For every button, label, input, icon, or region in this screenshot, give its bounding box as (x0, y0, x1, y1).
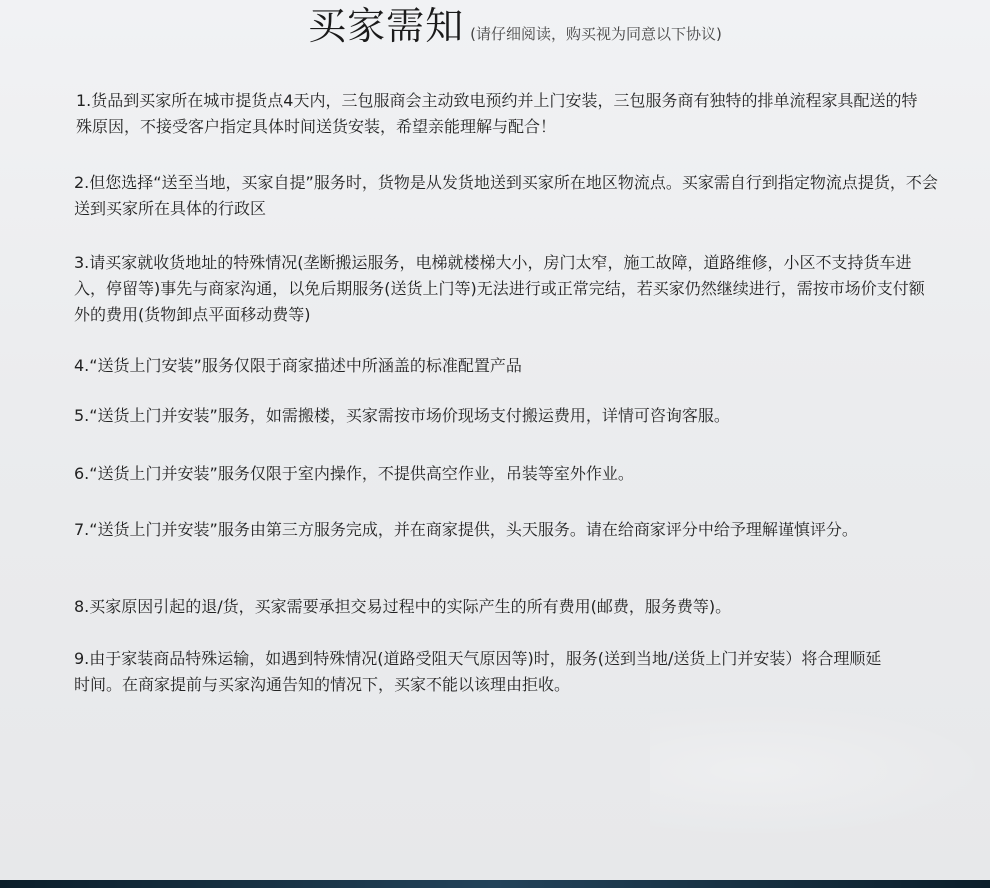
notice-text: 货品到买家所在城市提货点4天内，三包服商会主动致电预约并上门安装，三包服务商有独特的排单流程家具配送的特殊原因，不接受客户指定具体时间送货安装，希望亲能理解与配合！ (76, 91, 918, 136)
notice-text: 但您选择“送至当地，买家自提”服务时，货物是从发货地送到买家所在地区物流点。买家需自行到指定物流点提货，不会送到买家所在具体的行政区 (74, 173, 938, 218)
notice-text: 买家原因引起的退/货，买家需要承担交易过程中的实际产生的所有费用(邮费，服务费等)。 (89, 597, 732, 616)
notice-number: 7. (74, 520, 90, 539)
notice-item-4 (74, 353, 954, 379)
notice-number: 8. (74, 597, 90, 616)
notice-number: 9. (74, 649, 90, 668)
notice-text: 由于家装商品特殊运输，如遇到特殊情况(道路受阻天气原因等)时，服务(送到当地/送货上门并安装）将合理顺延时间。在商家提前与买家沟通告知的情况下，买家不能以该理由拒收。 (74, 649, 882, 694)
notice-item-1 (76, 88, 926, 140)
notice-text: “送货上门并安装”服务由第三方服务完成，并在商家提供，头天服务。请在给商家评分中给予理解谨慎评分。 (89, 520, 858, 539)
light-reflection (650, 700, 990, 840)
header (0, 4, 990, 48)
page-subtitle: (请仔细阅读，购买视为同意以下协议) (470, 25, 722, 43)
notice-text: “送货上门并安装”服务仅限于室内操作，不提供高空作业，吊装等室外作业。 (89, 464, 634, 483)
notice-number: 6. (74, 464, 90, 483)
notice-item-2 (74, 170, 944, 222)
notice-number: 2. (74, 173, 90, 192)
notice-number: 4. (74, 356, 90, 375)
notice-text: 请买家就收货地址的特殊情况(垄断搬运服务，电梯就楼梯大小，房门太窄，施工故障，道路维修，小区不支持货车进入，停留等)事先与商家沟通，以免后期服务(送货上门等)无法进行或正常完结，若买家仍然继续进行，需按市场价支付额外的费用(货物卸点平面移动费等) (74, 253, 925, 324)
notice-text: “送货上门并安装”服务，如需搬楼，买家需按市场价现场支付搬运费用，详情可咨询客服。 (89, 406, 730, 425)
page-title: 买家需知 (308, 4, 465, 48)
notice-item-8 (74, 594, 954, 620)
notice-number: 1. (76, 91, 92, 110)
notice-item-7 (74, 517, 924, 543)
footer-bar (0, 880, 990, 888)
notice-text: “送货上门安装”服务仅限于商家描述中所涵盖的标准配置产品 (89, 356, 522, 375)
notice-item-6 (74, 461, 954, 487)
notice-item-9 (74, 646, 894, 698)
notice-item-5 (74, 403, 954, 429)
notice-number: 3. (74, 253, 90, 272)
notice-number: 5. (74, 406, 90, 425)
notice-item-3 (74, 250, 930, 328)
